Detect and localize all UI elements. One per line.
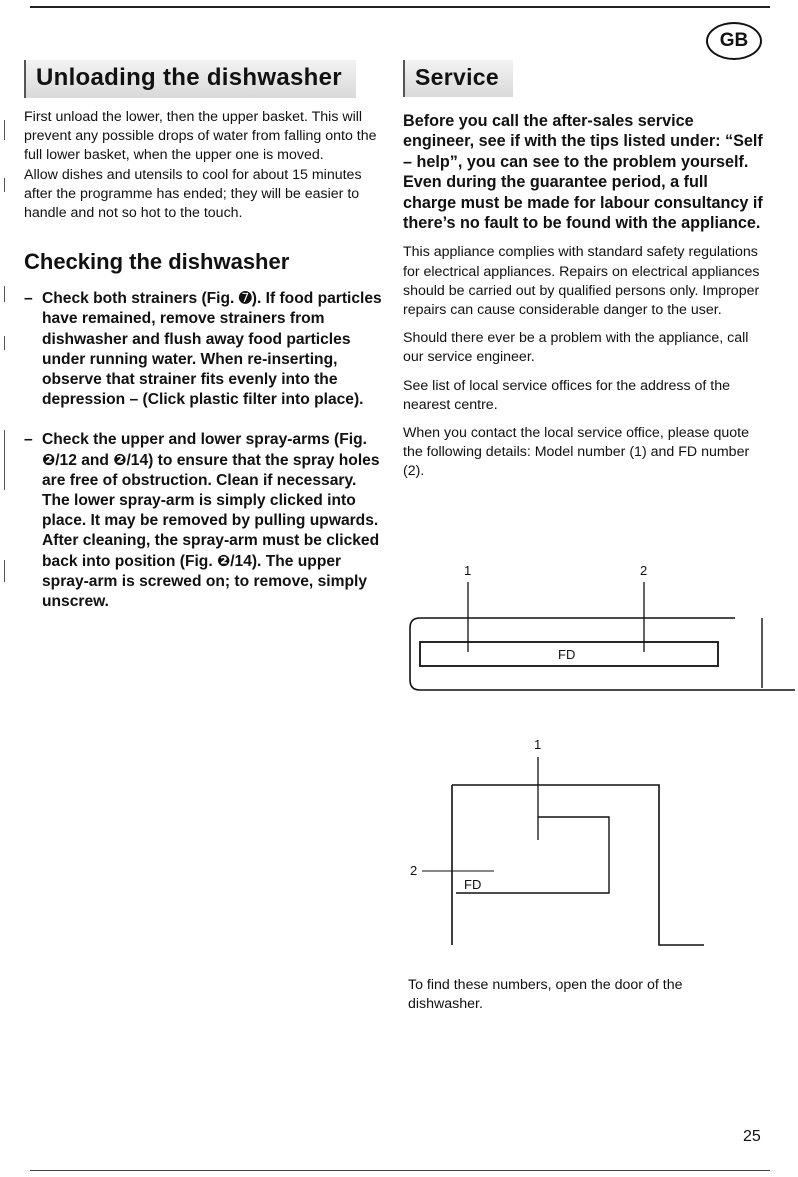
right-column — [403, 60, 763, 482]
margin-mark — [4, 336, 5, 350]
figure-caption: To find these numbers, open the door of the dishwasher. — [408, 977, 683, 1013]
list-dash: – — [24, 290, 33, 308]
fd-plate-label: FD — [558, 647, 576, 662]
unloading-paragraph-1: First unload the lower, then the upper basket. This will prevent any possible drops of water from falling onto the full lower basket, when the upper one is moved. — [24, 109, 377, 164]
unloading-paragraph-2: Allow dishes and utensils to cool for about 15 minutes after the programme has ended; they will be easier to handle and not so hot to the touch. — [24, 166, 362, 222]
rating-plate-figure-top — [400, 560, 795, 705]
margin-mark — [4, 430, 5, 490]
bottom-rule — [30, 1170, 770, 1171]
country-badge: GB — [706, 22, 762, 60]
margin-mark — [4, 286, 5, 302]
service-paragraph-1: This appliance complies with standard safety regulations for electrical appliances. Repairs on electrical appliances should be carried out by qualified persons only. Improper repairs can cause considerable danger to the user. — [403, 244, 760, 319]
fd-number-callout: 2 — [640, 563, 648, 578]
margin-mark — [4, 120, 5, 140]
list-dash: – — [24, 431, 33, 449]
model-number-callout: 1 — [534, 737, 542, 752]
service-paragraph-2: Should there ever be a problem with the appliance, call our service engineer. — [403, 330, 749, 366]
rating-plate-figure-bottom — [404, 735, 714, 955]
page-number: 25 — [743, 1128, 761, 1145]
service-paragraph-3: See list of local service offices for the address of the nearest centre. — [403, 377, 731, 413]
service-lead: Before you call the after-sales service engineer, see if with the tips listed under: “Self – help”, you can see to the problem yourself. Even during the guarantee period, a full charge must be made for labour consultancy if there’s no fault to be found with the appliance. — [403, 112, 763, 233]
checking-heading: Checking the dishwasher — [24, 249, 290, 275]
margin-mark — [4, 178, 5, 192]
left-column — [24, 60, 384, 632]
unloading-heading: Unloading the dishwasher — [24, 60, 356, 98]
model-number-callout: 1 — [464, 563, 472, 578]
fd-plate-label: FD — [464, 877, 482, 892]
service-paragraph-4: When you contact the local service office, please quote the following details: Model number (1) and FD number (2). — [403, 425, 750, 480]
margin-mark — [4, 560, 5, 582]
service-heading: Service — [403, 60, 513, 97]
list-item — [24, 289, 384, 410]
fd-number-callout: 2 — [410, 863, 418, 878]
checking-list — [24, 289, 384, 612]
strainer-instruction: Check both strainers (Fig. ➐). If food particles have remained, remove strainers from dishwasher and flush away food particles under running water. When re-inserting, observe that strainer fits evenly into the depression – (Click plastic filter into place). — [42, 290, 382, 409]
top-rule — [30, 6, 770, 8]
spray-arm-instruction: Check the upper and lower spray-arms (Fig. ❷/12 and ❷/14) to ensure that the spray holes are free of obstruction. Clean if necessary. The lower spray-arm is simply clicked into place. It may be removed by pulling upwards. After cleaning, the spray-arm must be clicked back into position (Fig. ❷/14). The upper spray-arm is screwed on; to remove, simply unscrew. — [42, 431, 380, 611]
list-item — [24, 430, 384, 612]
